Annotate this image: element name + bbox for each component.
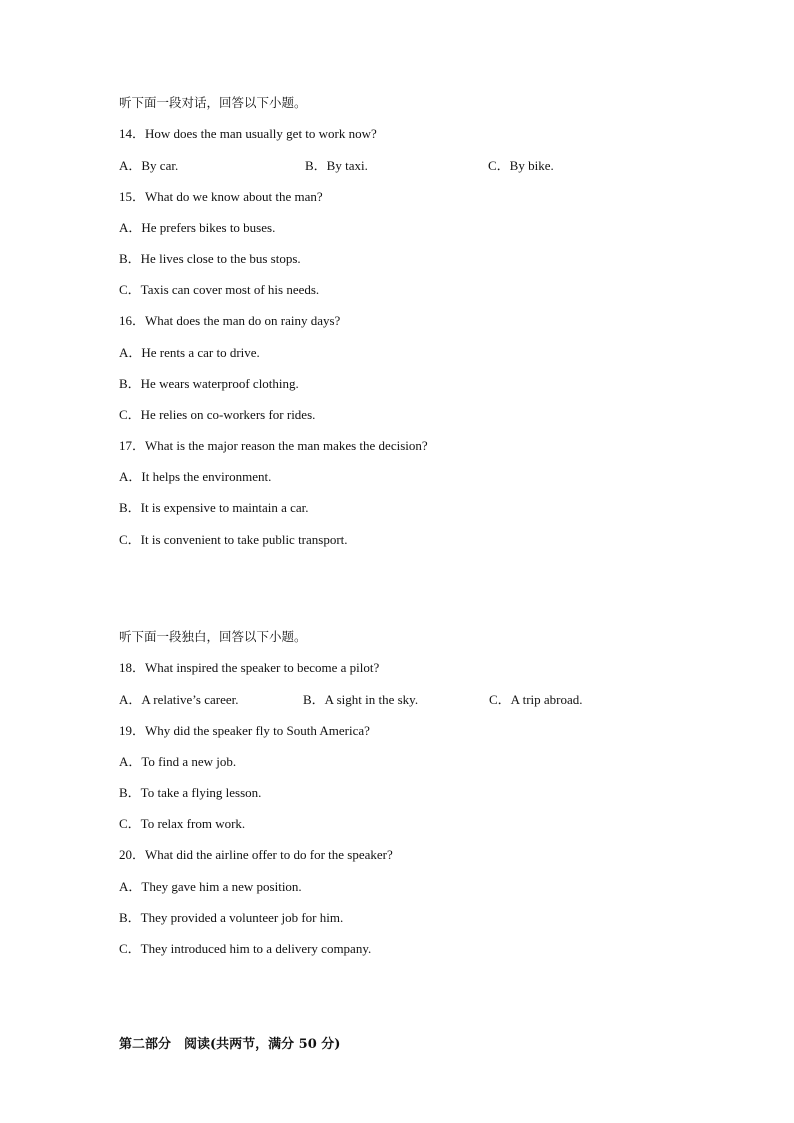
q18-option-c: C．A trip abroad. — [489, 692, 583, 707]
dialogue-heading: 听下面一段对话，回答以下小题。 — [119, 95, 307, 110]
q14-option-c: C．By bike. — [488, 158, 554, 173]
q16-option-a: A．He rents a car to drive. — [119, 345, 260, 360]
question-17: 17．What is the major reason the man makes the decision? — [119, 438, 428, 453]
q19-option-b: B．To take a flying lesson. — [119, 785, 262, 800]
q20-option-c: C．They introduced him to a delivery company. — [119, 941, 372, 956]
section-two-title: 第二部分 阅读(共两节，满分 50 分) — [119, 1037, 341, 1052]
question-18: 18．What inspired the speaker to become a pilot? — [119, 660, 380, 675]
question-15: 15．What do we know about the man? — [119, 189, 323, 204]
q19-option-a: A．To find a new job. — [119, 754, 237, 769]
question-19: 19．Why did the speaker fly to South America? — [119, 723, 370, 738]
q17-option-c: C．It is convenient to take public transport. — [119, 532, 348, 547]
q14-option-a: A．By car. — [119, 158, 179, 173]
q15-option-b: B．He lives close to the bus stops. — [119, 251, 301, 266]
q15-option-c: C．Taxis can cover most of his needs. — [119, 282, 320, 297]
q17-option-b: B．It is expensive to maintain a car. — [119, 500, 309, 515]
question-16: 16．What does the man do on rainy days? — [119, 313, 341, 328]
monologue-heading: 听下面一段独白，回答以下小题。 — [119, 629, 307, 644]
q15-option-a: A．He prefers bikes to buses. — [119, 220, 276, 235]
question-14: 14．How does the man usually get to work now? — [119, 126, 377, 141]
q14-option-b: B．By taxi. — [305, 158, 368, 173]
question-20: 20．What did the airline offer to do for the speaker? — [119, 847, 393, 862]
q18-option-b: B．A sight in the sky. — [303, 692, 419, 707]
q20-option-b: B．They provided a volunteer job for him. — [119, 910, 344, 925]
q16-option-b: B．He wears waterproof clothing. — [119, 376, 299, 391]
q16-option-c: C．He relies on co-workers for rides. — [119, 407, 316, 422]
q20-option-a: A．They gave him a new position. — [119, 879, 302, 894]
q18-option-a: A．A relative’s career. — [119, 692, 239, 707]
q19-option-c: C．To relax from work. — [119, 816, 246, 831]
q17-option-a: A．It helps the environment. — [119, 469, 272, 484]
